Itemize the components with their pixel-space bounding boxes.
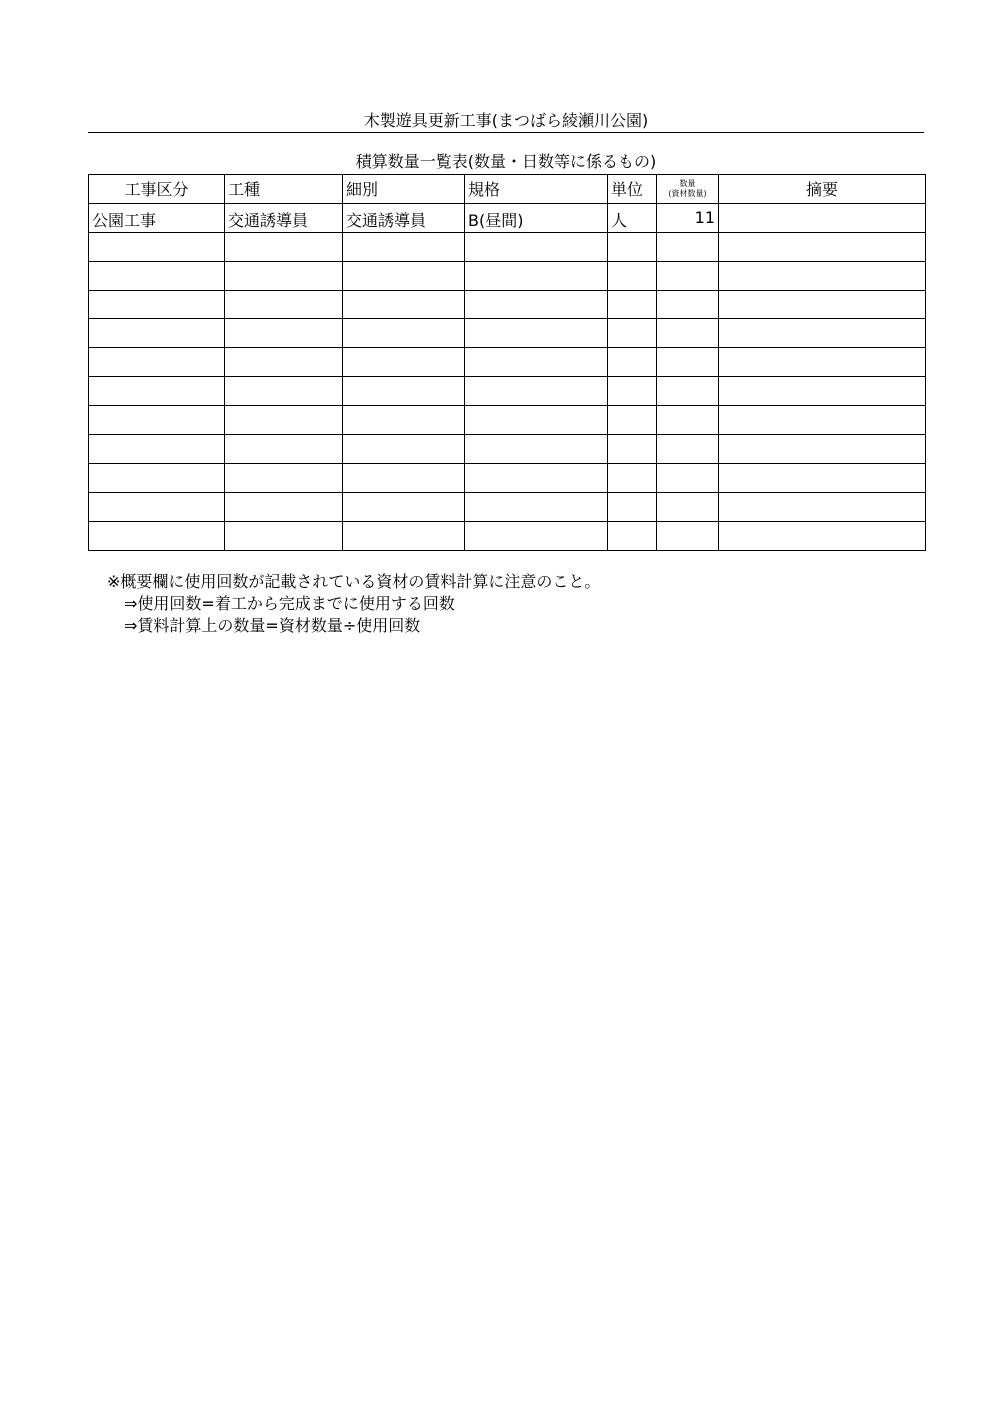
cell-category [89, 232, 225, 261]
cell-quantity [657, 521, 719, 550]
cell-detail [343, 319, 465, 348]
cell-remarks [719, 348, 926, 377]
cell-category [89, 290, 225, 319]
table-row [89, 290, 926, 319]
cell-work-type [225, 521, 343, 550]
table-row [89, 406, 926, 435]
cell-category [89, 377, 225, 406]
header-work-type: 工種 [225, 175, 343, 204]
cell-remarks [719, 406, 926, 435]
cell-work-type [225, 232, 343, 261]
table-row [89, 435, 926, 464]
cell-quantity [657, 377, 719, 406]
cell-category [89, 435, 225, 464]
cell-spec [465, 261, 608, 290]
cell-remarks [719, 203, 926, 232]
table-row [89, 348, 926, 377]
cell-spec [465, 377, 608, 406]
cell-unit [608, 521, 657, 550]
cell-quantity [657, 492, 719, 521]
cell-detail [343, 377, 465, 406]
note-line-1: ※概要欄に使用回数が記載されている資材の賃料計算に注意のこと。 [107, 572, 601, 591]
cell-quantity [657, 463, 719, 492]
header-quantity [657, 175, 719, 204]
document-title: 木製遊具更新工事(まつばら綾瀬川公園) [88, 110, 924, 133]
cell-spec [465, 348, 608, 377]
cell-category [89, 492, 225, 521]
cell-spec [465, 406, 608, 435]
table-row [89, 377, 926, 406]
header-category: 工事区分 [89, 175, 225, 204]
table-body [89, 203, 926, 550]
cell-category [89, 261, 225, 290]
cell-quantity [657, 290, 719, 319]
cell-category: 公園工事 [89, 203, 225, 232]
header-remarks: 摘要 [719, 175, 926, 204]
cell-work-type [225, 463, 343, 492]
cell-quantity [657, 406, 719, 435]
cell-work-type: 交通誘導員 [225, 203, 343, 232]
cell-unit [608, 232, 657, 261]
cell-spec [465, 435, 608, 464]
cell-detail [343, 261, 465, 290]
table-title: 積算数量一覧表(数量・日数等に係るもの) [355, 152, 657, 171]
table-row [89, 463, 926, 492]
cell-work-type [225, 492, 343, 521]
cell-remarks [719, 492, 926, 521]
table-header-row [89, 175, 926, 204]
cell-detail [343, 435, 465, 464]
cell-unit [608, 492, 657, 521]
cell-category [89, 521, 225, 550]
table-row [89, 319, 926, 348]
cell-remarks [719, 261, 926, 290]
cell-quantity [657, 319, 719, 348]
cell-spec [465, 463, 608, 492]
quantity-table [88, 174, 926, 551]
cell-unit [608, 377, 657, 406]
cell-category [89, 406, 225, 435]
cell-detail [343, 232, 465, 261]
cell-detail: 交通誘導員 [343, 203, 465, 232]
cell-spec [465, 290, 608, 319]
cell-remarks [719, 435, 926, 464]
cell-quantity [657, 435, 719, 464]
cell-category [89, 319, 225, 348]
table-row [89, 232, 926, 261]
cell-category [89, 348, 225, 377]
cell-work-type [225, 290, 343, 319]
note-line-3: ⇒賃料計算上の数量=資材数量÷使用回数 [124, 616, 421, 635]
cell-detail [343, 492, 465, 521]
cell-remarks [719, 377, 926, 406]
cell-unit [608, 290, 657, 319]
cell-spec [465, 492, 608, 521]
cell-spec: B(昼間) [465, 203, 608, 232]
table-row [89, 261, 926, 290]
cell-category [89, 463, 225, 492]
cell-unit [608, 261, 657, 290]
cell-remarks [719, 319, 926, 348]
cell-work-type [225, 261, 343, 290]
cell-unit [608, 348, 657, 377]
cell-detail [343, 463, 465, 492]
cell-unit [608, 463, 657, 492]
cell-detail [343, 406, 465, 435]
cell-quantity [657, 261, 719, 290]
header-unit: 単位 [608, 175, 657, 204]
cell-spec [465, 521, 608, 550]
cell-detail [343, 290, 465, 319]
cell-work-type [225, 319, 343, 348]
cell-quantity [657, 232, 719, 261]
header-detail: 細別 [343, 175, 465, 204]
cell-remarks [719, 463, 926, 492]
cell-unit [608, 319, 657, 348]
cell-unit: 人 [608, 203, 657, 232]
note-line-2: ⇒使用回数=着工から完成までに使用する回数 [124, 594, 455, 613]
table-row [89, 521, 926, 550]
cell-quantity: 11 [657, 203, 719, 232]
header-quantity-main: 数量 [679, 178, 696, 188]
cell-remarks [719, 521, 926, 550]
notes [107, 571, 600, 637]
cell-unit [608, 406, 657, 435]
cell-remarks [719, 290, 926, 319]
header-spec: 規格 [465, 175, 608, 204]
cell-work-type [225, 406, 343, 435]
cell-detail [343, 521, 465, 550]
table-row [89, 492, 926, 521]
table-row [89, 203, 926, 232]
cell-remarks [719, 232, 926, 261]
header-quantity-sub: (資材数量) [668, 188, 707, 198]
cell-spec [465, 232, 608, 261]
cell-detail [343, 348, 465, 377]
cell-unit [608, 435, 657, 464]
cell-work-type [225, 377, 343, 406]
cell-work-type [225, 435, 343, 464]
cell-work-type [225, 348, 343, 377]
cell-spec [465, 319, 608, 348]
cell-quantity [657, 348, 719, 377]
